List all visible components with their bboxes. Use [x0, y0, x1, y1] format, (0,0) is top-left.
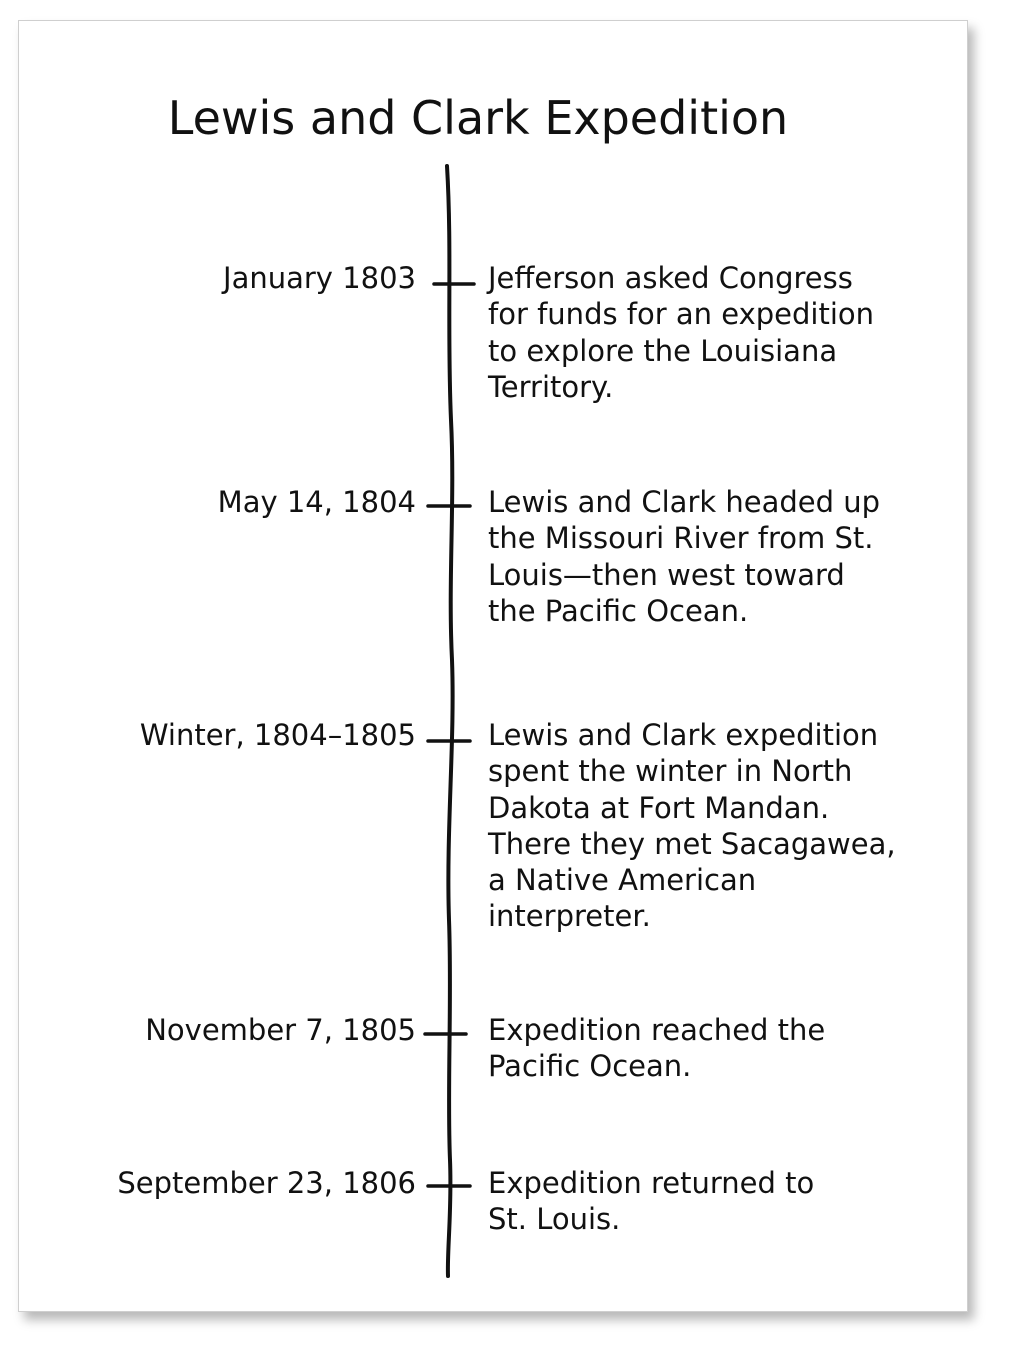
event-description: Jefferson asked Congress for funds for an expedition to explore the Louisiana Territory. [488, 261, 875, 404]
event-description: Lewis and Clark headed up the Missouri River from St. Louis—then west toward the Pacific Ocean. [488, 485, 881, 628]
timeline-axis [447, 166, 453, 1276]
event-description: Expedition reached the Pacific Ocean. [488, 1013, 826, 1084]
event-date: November 7, 1805 [145, 1013, 416, 1047]
event-date: Winter, 1804–1805 [139, 718, 416, 752]
event-date: September 23, 1806 [117, 1166, 416, 1200]
page-title: Lewis and Clark Expedition [167, 91, 789, 145]
event-date: January 1803 [223, 261, 416, 295]
event-date: May 14, 1804 [217, 485, 416, 519]
event-description: Expedition returned to St. Louis. [488, 1166, 815, 1237]
event-description: Lewis and Clark expedition spent the winter in North Dakota at Fort Mandan. There they met Sacagawea, a Native American interpreter. [488, 718, 896, 934]
